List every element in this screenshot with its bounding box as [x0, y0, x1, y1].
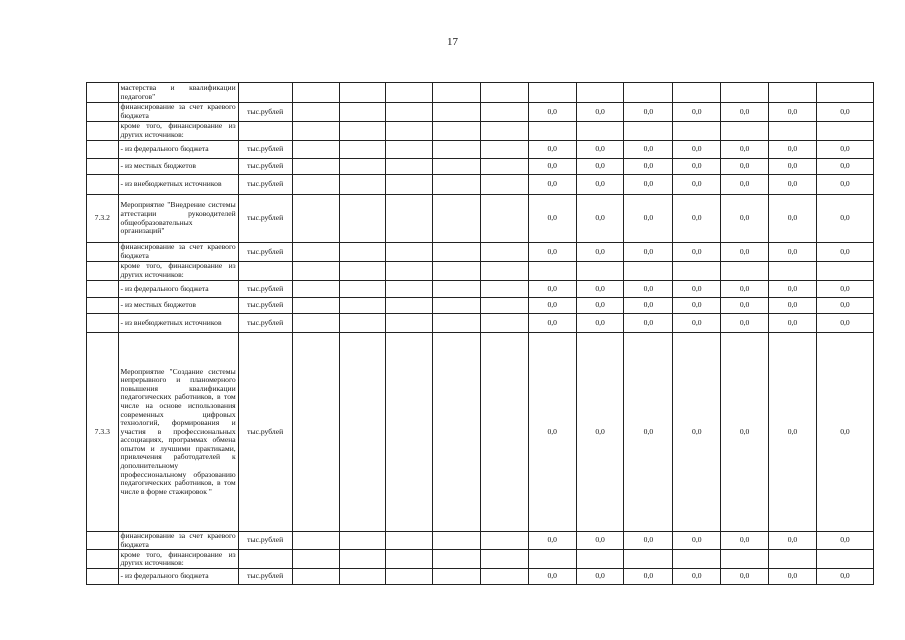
row-unit: тыс.рублей	[238, 314, 292, 333]
empty-cell	[386, 195, 433, 243]
empty-cell	[340, 298, 386, 314]
empty-cell	[292, 195, 340, 243]
row-unit: тыс.рублей	[238, 243, 292, 262]
value-cell	[528, 122, 576, 141]
empty-cell	[386, 122, 433, 141]
value-cell: 0,0	[576, 314, 624, 333]
value-cell: 0,0	[721, 333, 769, 532]
empty-cell	[433, 532, 481, 550]
value-cell: 0,0	[816, 195, 873, 243]
value-cell	[816, 83, 873, 103]
empty-cell	[433, 281, 481, 298]
empty-cell	[292, 103, 340, 122]
value-cell: 0,0	[624, 281, 673, 298]
row-unit: тыс.рублей	[238, 281, 292, 298]
value-cell: 0,0	[576, 195, 624, 243]
value-cell: 0,0	[769, 159, 817, 175]
empty-cell	[340, 314, 386, 333]
empty-cell	[433, 141, 481, 159]
row-unit: тыс.рублей	[238, 159, 292, 175]
empty-cell	[386, 550, 433, 569]
empty-cell	[292, 550, 340, 569]
row-unit	[238, 83, 292, 103]
empty-cell	[433, 550, 481, 569]
value-cell	[624, 550, 673, 569]
value-cell	[624, 262, 673, 281]
row-unit	[238, 550, 292, 569]
value-cell: 0,0	[816, 175, 873, 195]
value-cell	[528, 550, 576, 569]
value-cell: 0,0	[673, 298, 721, 314]
value-cell	[673, 83, 721, 103]
row-code	[87, 550, 119, 569]
value-cell: 0,0	[673, 103, 721, 122]
value-cell	[528, 262, 576, 281]
value-cell: 0,0	[816, 281, 873, 298]
value-cell: 0,0	[673, 532, 721, 550]
empty-cell	[292, 141, 340, 159]
row-code	[87, 83, 119, 103]
value-cell: 0,0	[576, 159, 624, 175]
table-row	[87, 569, 874, 585]
budget-table	[86, 82, 874, 585]
empty-cell	[340, 83, 386, 103]
empty-cell	[433, 83, 481, 103]
value-cell: 0,0	[816, 532, 873, 550]
value-cell	[528, 83, 576, 103]
empty-cell	[480, 532, 528, 550]
empty-cell	[292, 175, 340, 195]
value-cell	[624, 83, 673, 103]
value-cell: 0,0	[769, 195, 817, 243]
row-code	[87, 159, 119, 175]
empty-cell	[386, 333, 433, 532]
value-cell: 0,0	[528, 103, 576, 122]
value-cell: 0,0	[721, 175, 769, 195]
value-cell: 0,0	[624, 141, 673, 159]
row-description: финансирование за счет краевого бюджета	[118, 532, 238, 550]
row-description: - из местных бюджетов	[118, 159, 238, 175]
value-cell: 0,0	[769, 298, 817, 314]
value-cell: 0,0	[721, 141, 769, 159]
row-description: - из федерального бюджета	[118, 569, 238, 585]
value-cell: 0,0	[769, 103, 817, 122]
value-cell: 0,0	[721, 195, 769, 243]
value-cell: 0,0	[721, 314, 769, 333]
value-cell: 0,0	[816, 569, 873, 585]
value-cell: 0,0	[576, 532, 624, 550]
table-row	[87, 333, 874, 532]
value-cell	[769, 550, 817, 569]
value-cell	[816, 122, 873, 141]
value-cell: 0,0	[528, 569, 576, 585]
row-description: - из внебюджетных источников	[118, 175, 238, 195]
empty-cell	[433, 159, 481, 175]
row-description: - из местных бюджетов	[118, 298, 238, 314]
value-cell: 0,0	[528, 314, 576, 333]
value-cell: 0,0	[816, 141, 873, 159]
value-cell: 0,0	[673, 314, 721, 333]
value-cell: 0,0	[624, 333, 673, 532]
value-cell	[769, 122, 817, 141]
value-cell: 0,0	[673, 141, 721, 159]
value-cell: 0,0	[816, 103, 873, 122]
value-cell: 0,0	[816, 159, 873, 175]
row-code	[87, 569, 119, 585]
empty-cell	[480, 262, 528, 281]
empty-cell	[292, 122, 340, 141]
empty-cell	[386, 159, 433, 175]
empty-cell	[386, 262, 433, 281]
row-description: финансирование за счет краевого бюджета	[118, 243, 238, 262]
empty-cell	[480, 281, 528, 298]
row-description: - из федерального бюджета	[118, 141, 238, 159]
row-code	[87, 175, 119, 195]
value-cell: 0,0	[624, 195, 673, 243]
row-description: Мероприятие "Внедрение системы аттестации руководителей общеобразовательных организаций"	[118, 195, 238, 243]
value-cell: 0,0	[721, 243, 769, 262]
value-cell: 0,0	[576, 333, 624, 532]
empty-cell	[480, 159, 528, 175]
empty-cell	[292, 333, 340, 532]
empty-cell	[480, 298, 528, 314]
table-row	[87, 159, 874, 175]
row-unit: тыс.рублей	[238, 141, 292, 159]
value-cell: 0,0	[721, 532, 769, 550]
value-cell	[721, 550, 769, 569]
value-cell: 0,0	[816, 243, 873, 262]
row-unit: тыс.рублей	[238, 532, 292, 550]
row-description: - из внебюджетных источников	[118, 314, 238, 333]
row-code: 7.3.2	[87, 195, 119, 243]
empty-cell	[433, 333, 481, 532]
empty-cell	[480, 314, 528, 333]
table-row	[87, 262, 874, 281]
empty-cell	[386, 83, 433, 103]
value-cell: 0,0	[624, 532, 673, 550]
value-cell: 0,0	[624, 103, 673, 122]
value-cell	[576, 262, 624, 281]
value-cell: 0,0	[721, 159, 769, 175]
row-code	[87, 243, 119, 262]
empty-cell	[433, 103, 481, 122]
empty-cell	[433, 569, 481, 585]
empty-cell	[292, 298, 340, 314]
value-cell	[624, 122, 673, 141]
empty-cell	[340, 281, 386, 298]
value-cell: 0,0	[624, 569, 673, 585]
row-unit: тыс.рублей	[238, 103, 292, 122]
value-cell: 0,0	[576, 569, 624, 585]
empty-cell	[386, 569, 433, 585]
value-cell: 0,0	[576, 298, 624, 314]
value-cell: 0,0	[624, 175, 673, 195]
empty-cell	[480, 195, 528, 243]
empty-cell	[340, 262, 386, 281]
empty-cell	[386, 243, 433, 262]
value-cell: 0,0	[816, 333, 873, 532]
empty-cell	[386, 314, 433, 333]
empty-cell	[433, 298, 481, 314]
value-cell	[721, 83, 769, 103]
value-cell: 0,0	[528, 333, 576, 532]
row-unit: тыс.рублей	[238, 195, 292, 243]
table-row	[87, 195, 874, 243]
value-cell: 0,0	[769, 569, 817, 585]
empty-cell	[480, 122, 528, 141]
empty-cell	[480, 83, 528, 103]
value-cell: 0,0	[576, 281, 624, 298]
value-cell: 0,0	[721, 569, 769, 585]
row-unit: тыс.рублей	[238, 569, 292, 585]
value-cell: 0,0	[673, 569, 721, 585]
value-cell	[576, 122, 624, 141]
value-cell: 0,0	[576, 141, 624, 159]
value-cell: 0,0	[816, 298, 873, 314]
empty-cell	[480, 333, 528, 532]
value-cell	[673, 550, 721, 569]
empty-cell	[433, 243, 481, 262]
row-unit: тыс.рублей	[238, 175, 292, 195]
empty-cell	[433, 195, 481, 243]
empty-cell	[340, 333, 386, 532]
empty-cell	[340, 569, 386, 585]
value-cell: 0,0	[673, 195, 721, 243]
row-code	[87, 103, 119, 122]
empty-cell	[292, 532, 340, 550]
value-cell: 0,0	[528, 159, 576, 175]
value-cell: 0,0	[528, 298, 576, 314]
value-cell: 0,0	[528, 281, 576, 298]
value-cell: 0,0	[769, 314, 817, 333]
empty-cell	[480, 550, 528, 569]
value-cell: 0,0	[528, 195, 576, 243]
row-unit: тыс.рублей	[238, 298, 292, 314]
value-cell: 0,0	[769, 532, 817, 550]
value-cell: 0,0	[673, 281, 721, 298]
row-code	[87, 141, 119, 159]
value-cell: 0,0	[576, 103, 624, 122]
empty-cell	[433, 314, 481, 333]
row-description: Мероприятие "Создание системы непрерывного и планомерного повышения квалификации педагогических работников, в том числе на основе использования современных цифровых технологий, формирования и участия в профессиональных ассоциациях, программах обмена опытом и лучшими практиками, привлечения работодателей к дополнительному профессиональному образованию педагогических работников, в том числе в форме стажировок "	[118, 333, 238, 532]
value-cell	[816, 262, 873, 281]
value-cell: 0,0	[624, 159, 673, 175]
table-row	[87, 550, 874, 569]
value-cell	[769, 262, 817, 281]
row-code	[87, 532, 119, 550]
empty-cell	[340, 550, 386, 569]
table-row	[87, 281, 874, 298]
empty-cell	[340, 159, 386, 175]
table-row	[87, 532, 874, 550]
empty-cell	[340, 175, 386, 195]
row-description: кроме того, финансирование из других источников:	[118, 550, 238, 569]
empty-cell	[386, 532, 433, 550]
value-cell: 0,0	[769, 281, 817, 298]
empty-cell	[433, 262, 481, 281]
value-cell: 0,0	[769, 175, 817, 195]
value-cell: 0,0	[576, 175, 624, 195]
table-row	[87, 175, 874, 195]
row-unit	[238, 262, 292, 281]
value-cell	[816, 550, 873, 569]
empty-cell	[386, 103, 433, 122]
empty-cell	[340, 532, 386, 550]
value-cell: 0,0	[528, 532, 576, 550]
empty-cell	[292, 281, 340, 298]
row-code	[87, 281, 119, 298]
value-cell: 0,0	[673, 175, 721, 195]
value-cell: 0,0	[673, 243, 721, 262]
empty-cell	[292, 159, 340, 175]
value-cell	[576, 550, 624, 569]
value-cell: 0,0	[673, 333, 721, 532]
table-row	[87, 122, 874, 141]
empty-cell	[340, 195, 386, 243]
row-code: 7.3.3	[87, 333, 119, 532]
empty-cell	[480, 141, 528, 159]
table-row	[87, 243, 874, 262]
empty-cell	[480, 243, 528, 262]
value-cell: 0,0	[624, 243, 673, 262]
table-row	[87, 314, 874, 333]
value-cell: 0,0	[769, 141, 817, 159]
empty-cell	[340, 103, 386, 122]
empty-cell	[292, 569, 340, 585]
empty-cell	[386, 281, 433, 298]
empty-cell	[292, 243, 340, 262]
empty-cell	[340, 141, 386, 159]
value-cell: 0,0	[624, 314, 673, 333]
value-cell: 0,0	[816, 314, 873, 333]
value-cell: 0,0	[721, 103, 769, 122]
empty-cell	[433, 175, 481, 195]
row-code	[87, 298, 119, 314]
value-cell: 0,0	[769, 243, 817, 262]
empty-cell	[480, 103, 528, 122]
value-cell: 0,0	[624, 298, 673, 314]
value-cell: 0,0	[528, 141, 576, 159]
empty-cell	[292, 314, 340, 333]
value-cell: 0,0	[769, 333, 817, 532]
value-cell	[576, 83, 624, 103]
row-unit: тыс.рублей	[238, 333, 292, 532]
row-description: кроме того, финансирование из других источников:	[118, 122, 238, 141]
value-cell: 0,0	[673, 159, 721, 175]
value-cell	[673, 262, 721, 281]
row-code	[87, 262, 119, 281]
empty-cell	[386, 141, 433, 159]
page-number: 17	[447, 36, 458, 48]
empty-cell	[480, 175, 528, 195]
value-cell: 0,0	[528, 243, 576, 262]
row-code	[87, 122, 119, 141]
value-cell: 0,0	[576, 243, 624, 262]
value-cell	[769, 83, 817, 103]
empty-cell	[292, 83, 340, 103]
empty-cell	[433, 122, 481, 141]
table-row	[87, 141, 874, 159]
value-cell: 0,0	[721, 298, 769, 314]
value-cell	[721, 262, 769, 281]
empty-cell	[292, 262, 340, 281]
table-row	[87, 298, 874, 314]
row-unit	[238, 122, 292, 141]
table-row	[87, 103, 874, 122]
empty-cell	[340, 243, 386, 262]
row-description: кроме того, финансирование из других источников:	[118, 262, 238, 281]
value-cell	[721, 122, 769, 141]
value-cell: 0,0	[528, 175, 576, 195]
value-cell	[673, 122, 721, 141]
empty-cell	[340, 122, 386, 141]
value-cell: 0,0	[721, 281, 769, 298]
row-description: финансирование за счет краевого бюджета	[118, 103, 238, 122]
table-row	[87, 83, 874, 103]
row-description: - из федерального бюджета	[118, 281, 238, 298]
row-code	[87, 314, 119, 333]
empty-cell	[386, 175, 433, 195]
empty-cell	[480, 569, 528, 585]
empty-cell	[386, 298, 433, 314]
row-description: мастерства и квалификации педагогов"	[118, 83, 238, 103]
